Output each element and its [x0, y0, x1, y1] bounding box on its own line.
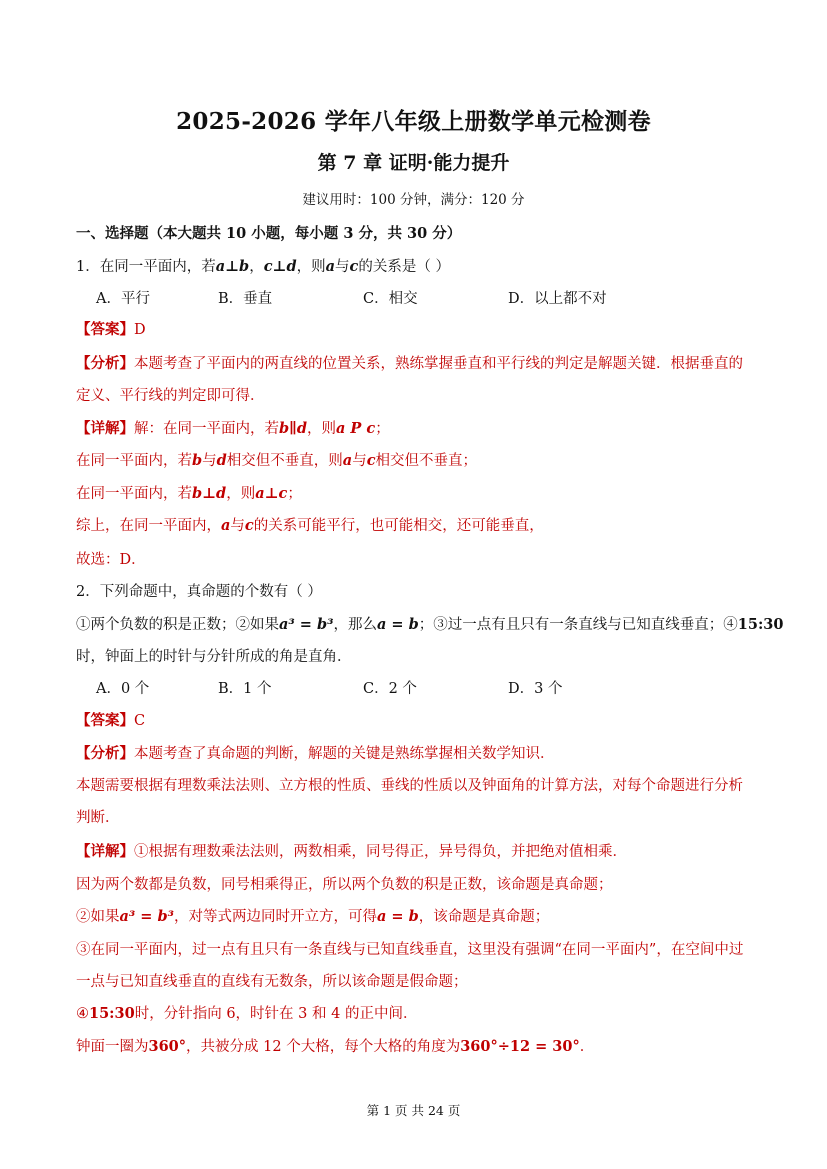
q2-items-line2: 时，钟面上的时针与分针所成的角是直角．	[76, 649, 352, 665]
q1-detail-line3: 在同一平面内，若b⊥d，则a⊥c；	[76, 485, 302, 502]
q2-detail-line4: ③在同一平面内，过一点有且只有一条直线与已知直线垂直，这里没有强调“在同一平面内”，在空间中过	[76, 942, 744, 958]
q1-answer: 【答案】D	[76, 321, 146, 338]
document-title: 2025-2026 学年八年级上册数学单元检测卷	[176, 108, 651, 135]
q2-detail-line7: 钟面一圈为360°，共被分成 12 个大格，每个大格的角度为360°÷12 = 30°．	[76, 1038, 595, 1055]
q1-detail-line5: 故选：D．	[76, 552, 146, 568]
q1-analysis-line2: 定义、平行线的判定即可得．	[76, 388, 265, 404]
q1-option-b: B．垂直	[218, 291, 273, 307]
q2-analysis-line3: 判断．	[76, 810, 120, 826]
q1-detail-line2: 在同一平面内，若b与d相交但不垂直，则a与c相交但不垂直；	[76, 452, 478, 469]
chapter-subtitle: 第 7 章 证明·能力提升	[317, 152, 510, 174]
q2-detail-line3: ②如果a³ = b³，对等式两边同时开立方，可得a = b，该命题是真命题；	[76, 908, 550, 925]
q2-detail-line5: 一点与已知直线垂直的直线有无数条，所以该命题是假命题；	[76, 974, 468, 990]
q2-analysis-line1: 【分析】本题考查了真命题的判断，解题的关键是熟练掌握相关数学知识．	[76, 745, 555, 762]
section-heading: 一、选择题（本大题共 10 小题，每小题 3 分，共 30 分）	[76, 225, 462, 242]
q2-detail-line2: 因为两个数都是负数，同号相乘得正，所以两个负数的积是正数，该命题是真命题；	[76, 877, 613, 893]
q2-detail-line1: 【详解】①根据有理数乘法法则，两数相乘，同号得正，异号得负，并把绝对值相乘．	[76, 843, 627, 860]
q2-option-d: D．3 个	[508, 681, 563, 697]
page-footer: 第 1 页 共 24 页	[366, 1103, 461, 1118]
question-1-stem: 1．在同一平面内，若a⊥b，c⊥d，则a与c的关系是（ ）	[76, 258, 450, 275]
q2-detail-line6: ④15:30时，分针指向 6，时针在 3 和 4 的正中间．	[76, 1005, 418, 1022]
q1-detail-line1: 【详解】解：在同一平面内，若b∥d，则a P c；	[76, 420, 390, 437]
q2-analysis-line2: 本题需要根据有理数乘法法则、立方根的性质、垂线的性质以及钟面角的计算方法，对每个命题进行分析	[76, 778, 743, 794]
q1-analysis-line1: 【分析】本题考查了平面内的两直线的位置关系，熟练掌握垂直和平行线的判定是解题关键．根据垂直的	[76, 355, 743, 372]
q1-option-d: D．以上都不对	[508, 291, 607, 307]
q2-option-b: B．1 个	[218, 681, 272, 697]
q2-option-c: C．2 个	[363, 681, 417, 697]
exam-info: 建议用时：100 分钟，满分：120 分	[302, 192, 525, 208]
q2-items-line1: ①两个负数的积是正数；②如果a³ = b³，那么a = b；③过一点有且只有一条直线与已知直线垂直；④15:30	[76, 616, 784, 633]
q2-option-a: A．0 个	[96, 681, 150, 697]
q1-option-a: A．平行	[96, 291, 150, 307]
question-2-stem: 2．下列命题中，真命题的个数有（ ）	[76, 584, 322, 600]
q1-detail-line4: 综上，在同一平面内，a与c的关系可能平行，也可能相交，还可能垂直，	[76, 517, 544, 534]
q2-answer: 【答案】C	[76, 712, 146, 729]
q1-option-c: C．相交	[363, 291, 418, 307]
